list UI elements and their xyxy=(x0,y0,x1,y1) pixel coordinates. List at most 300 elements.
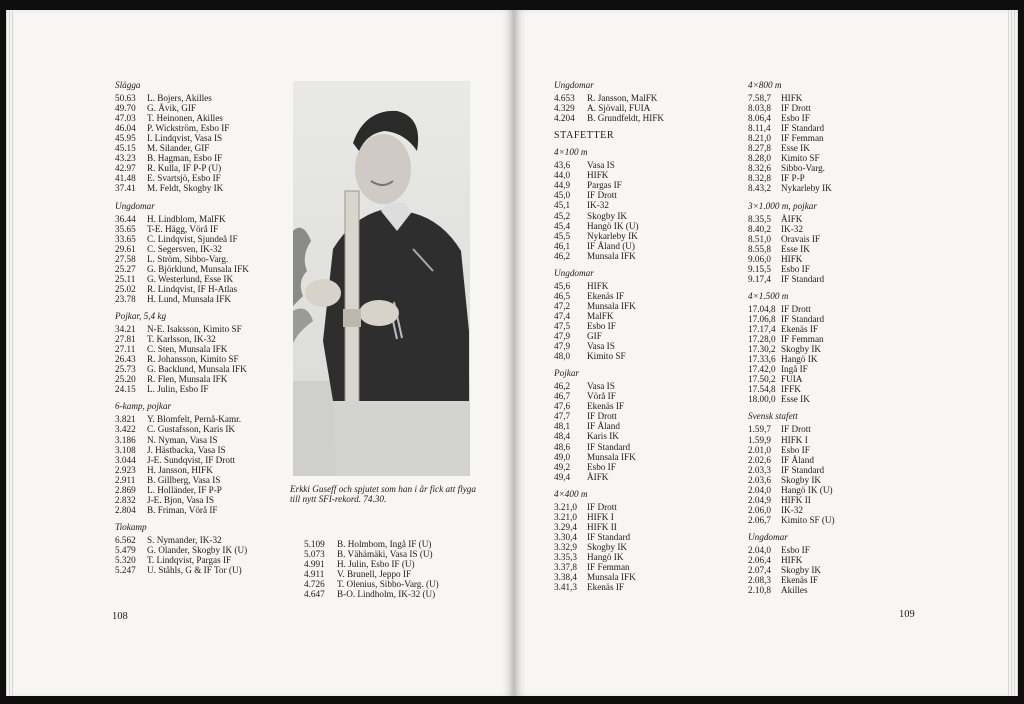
result-value: 49,4 xyxy=(554,471,571,482)
result-value: 27.58 xyxy=(115,253,136,264)
result-name: G. Westerlund, Esse IK xyxy=(147,273,234,284)
result-name: M. Feldt, Skogby IK xyxy=(147,183,224,194)
result-name: B. Hagman, Esbo IF xyxy=(147,153,223,164)
result-name: Munsala IFK xyxy=(587,300,636,311)
result-value: 17.17,4 xyxy=(748,324,776,335)
result-name: HIFK I xyxy=(587,511,614,522)
result-value: 3.41,3 xyxy=(554,582,577,593)
result-row xyxy=(748,304,918,314)
result-row xyxy=(554,221,724,231)
result-value: 37.41 xyxy=(115,183,136,194)
result-value: 3.30,4 xyxy=(554,531,577,542)
result-value: 17.54,8 xyxy=(748,384,776,395)
section-heading: Ungdomar xyxy=(115,200,155,211)
result-value: 47,9 xyxy=(554,341,571,352)
result-row xyxy=(748,505,918,515)
result-name: Ekenäs IF xyxy=(781,575,818,586)
result-name: P. Wickström, Esbo IF xyxy=(147,123,230,134)
result-row xyxy=(554,411,724,421)
result-name: MalFK xyxy=(587,310,614,321)
result-value: 27.81 xyxy=(115,334,136,345)
result-value: 27.11 xyxy=(115,344,136,355)
result-value: 5.109 xyxy=(304,539,325,549)
result-row xyxy=(748,274,918,284)
result-row xyxy=(115,224,285,234)
result-value: 35.65 xyxy=(115,223,136,234)
result-row xyxy=(554,562,724,572)
result-name: C. Lindqvist, Sjundeå IF xyxy=(147,233,238,244)
result-row xyxy=(115,264,285,274)
result-value: 49.70 xyxy=(115,103,136,114)
result-name: T. Lindqvist, Pargas IF xyxy=(147,555,232,566)
result-value: 2.804 xyxy=(115,504,136,515)
result-value: 25.20 xyxy=(115,374,136,385)
page-number-right: 109 xyxy=(899,609,915,620)
result-row xyxy=(748,173,918,183)
result-row xyxy=(554,351,724,361)
result-value: 17.30,2 xyxy=(748,344,776,355)
result-value: 26.43 xyxy=(115,354,136,365)
result-row xyxy=(115,495,285,505)
result-row xyxy=(748,475,918,485)
result-name: Hangö IK xyxy=(781,354,818,365)
result-name: Esbo IF xyxy=(781,444,810,455)
result-name: HIFK xyxy=(781,253,803,264)
result-name: R. Flen, Munsala IFK xyxy=(147,374,228,385)
result-value: 8.21,0 xyxy=(748,133,771,144)
result-name: GIF xyxy=(587,331,602,342)
athlete-photo xyxy=(293,81,470,476)
section-heading: Ungdomar xyxy=(748,531,788,542)
result-row xyxy=(554,512,724,522)
result-row xyxy=(554,532,724,542)
result-name: L. Julin, Esbo IF xyxy=(147,384,209,395)
section-heading: 3×1.000 m, pojkar xyxy=(748,200,817,211)
result-row xyxy=(115,475,285,485)
result-row xyxy=(554,211,724,221)
result-row xyxy=(554,442,724,452)
result-row xyxy=(115,545,285,555)
result-name: HIFK xyxy=(781,555,803,566)
result-row xyxy=(115,555,285,565)
result-row xyxy=(115,334,285,344)
result-name: Esse IK xyxy=(781,143,810,154)
result-row xyxy=(748,153,918,163)
result-value: 4.204 xyxy=(554,113,575,124)
results-list xyxy=(748,424,918,524)
right-column-2 xyxy=(748,80,918,595)
section-heading: Pojkar, 5,4 kg xyxy=(115,310,167,321)
result-name: G. Björklund, Munsala IFK xyxy=(147,263,249,274)
result-value: 7.58,7 xyxy=(748,93,771,104)
result-row xyxy=(554,241,724,251)
result-row xyxy=(748,183,918,193)
result-name: C. Sten, Munsala IFK xyxy=(147,344,228,355)
result-name: Skogby IK xyxy=(587,210,628,221)
result-name: Munsala IFK xyxy=(587,451,636,462)
result-row xyxy=(554,341,724,351)
result-row xyxy=(115,384,285,394)
result-value: 48,0 xyxy=(554,351,571,362)
result-value: 5.073 xyxy=(304,549,325,560)
result-row xyxy=(554,311,724,321)
result-row xyxy=(554,331,724,341)
result-value: 42.97 xyxy=(115,163,136,174)
result-name: L. Bojers, Akilles xyxy=(147,93,212,104)
result-row xyxy=(554,321,724,331)
result-name: Esse IK xyxy=(781,243,810,254)
result-name: IF Drott xyxy=(781,103,811,114)
result-name: G. Olander, Skogby IK (U) xyxy=(147,544,248,555)
result-value: 3.35,3 xyxy=(554,551,577,562)
result-row xyxy=(554,381,724,391)
result-value: 2.08,3 xyxy=(748,575,771,586)
result-row xyxy=(748,254,918,264)
result-value: 43.23 xyxy=(115,153,136,164)
result-row xyxy=(554,231,724,241)
result-value: 25.73 xyxy=(115,364,136,375)
result-name: B. Gillberg, Vasa IS xyxy=(147,474,221,485)
result-row xyxy=(748,244,918,254)
result-row xyxy=(748,133,918,143)
result-row xyxy=(554,190,724,200)
result-value: 2.03,6 xyxy=(748,474,771,485)
result-value: 18.00,0 xyxy=(748,394,776,405)
result-value: 3.821 xyxy=(115,414,136,425)
result-row xyxy=(748,224,918,234)
result-name: IF Standard xyxy=(781,464,825,475)
result-value: 3.32,9 xyxy=(554,541,577,552)
result-row xyxy=(748,143,918,153)
results-list xyxy=(748,304,918,404)
results-list xyxy=(115,93,285,193)
result-row xyxy=(748,485,918,495)
result-row xyxy=(115,565,285,575)
result-value: 46,1 xyxy=(554,240,571,251)
result-value: 8.28,0 xyxy=(748,153,771,164)
results-list xyxy=(115,414,285,514)
result-value: 46,2 xyxy=(554,381,571,392)
result-name: ÅIFK xyxy=(587,471,609,482)
result-name: Oravais IF xyxy=(781,233,821,244)
result-name: IK-32 xyxy=(781,504,803,515)
result-row xyxy=(748,545,918,555)
result-name: IF Drott xyxy=(781,424,811,435)
result-value: 25.11 xyxy=(115,273,136,284)
result-row xyxy=(554,93,724,103)
result-row xyxy=(554,582,724,592)
result-value: 3.29,4 xyxy=(554,521,577,532)
result-value: 23.78 xyxy=(115,293,136,304)
result-name: G. Åvik, GIF xyxy=(147,103,197,114)
result-name: Skogby IK xyxy=(587,541,628,552)
result-name: IK-32 xyxy=(587,200,609,211)
result-name: B. Grundfeldt, HIFK xyxy=(587,113,665,124)
left-page xyxy=(14,10,514,696)
section-heading: 4×1.500 m xyxy=(748,290,789,301)
result-row xyxy=(115,284,285,294)
result-name: IF P-P xyxy=(781,173,805,184)
result-name: R. Johansson, Kimito SF xyxy=(147,354,239,365)
result-row xyxy=(748,314,918,324)
result-value: 45,5 xyxy=(554,230,571,241)
result-value: 2.01,0 xyxy=(748,444,771,455)
result-value: 4.647 xyxy=(304,589,325,600)
section-heading: 4×100 m xyxy=(554,147,588,158)
result-row xyxy=(115,445,285,455)
result-value: 3.21,0 xyxy=(554,501,577,512)
result-row xyxy=(748,394,918,404)
result-value: 8.27,8 xyxy=(748,143,771,154)
result-row xyxy=(115,153,285,163)
results-list xyxy=(554,281,724,361)
result-name: IF Standard xyxy=(781,313,825,324)
result-value: 8.03,8 xyxy=(748,103,771,114)
result-name: IF Standard xyxy=(781,123,825,134)
result-name: N. Nyman, Vasa IS xyxy=(147,434,218,445)
result-name: Nykarleby IK xyxy=(587,230,638,241)
result-row xyxy=(554,542,724,552)
result-name: R. Lindqvist, IF H-Atlas xyxy=(147,283,238,294)
result-value: 4.726 xyxy=(304,579,325,590)
result-value: 1.59,9 xyxy=(748,434,771,445)
result-row xyxy=(748,354,918,364)
result-name: IF Standard xyxy=(587,531,631,542)
result-value: 3.044 xyxy=(115,454,136,465)
result-value: 45,2 xyxy=(554,210,571,221)
result-name: B. Vähämäki, Vasa IS (U) xyxy=(337,549,433,560)
result-row xyxy=(115,234,285,244)
result-row xyxy=(748,455,918,465)
result-row xyxy=(115,183,285,193)
result-name: J. Hästbacka, Vasa IS xyxy=(147,444,226,455)
result-name: HIFK xyxy=(781,93,803,104)
result-name: T. Karlsson, IK-32 xyxy=(147,334,216,345)
result-name: Y. Blomfelt, Pernå-Kamr. xyxy=(147,414,241,425)
result-name: Esbo IF xyxy=(587,461,616,472)
result-name: IF Drott xyxy=(587,501,617,512)
page-edge-right xyxy=(1008,10,1018,696)
result-row xyxy=(748,585,918,595)
result-name: Ekenäs IF xyxy=(781,324,818,335)
result-value: 2.02,6 xyxy=(748,454,771,465)
result-value: 44,9 xyxy=(554,180,571,191)
result-name: H. Lund, Munsala IFK xyxy=(147,293,231,304)
result-name: L. Ström, Sibbo-Varg. xyxy=(147,253,229,264)
result-value: 8.06,4 xyxy=(748,113,771,124)
left-column-1 xyxy=(115,80,285,575)
result-value: 8.43,2 xyxy=(748,183,771,194)
result-row xyxy=(748,324,918,334)
result-value: 41.48 xyxy=(115,173,136,184)
result-row xyxy=(554,401,724,411)
result-value: 49,2 xyxy=(554,461,571,472)
result-value: 8.32,6 xyxy=(748,163,771,174)
result-row xyxy=(115,414,285,424)
result-row xyxy=(115,505,285,515)
result-row xyxy=(554,291,724,301)
result-row xyxy=(115,113,285,123)
result-value: 46.04 xyxy=(115,123,136,134)
result-value: 45.95 xyxy=(115,133,136,144)
result-row xyxy=(115,133,285,143)
result-row xyxy=(748,445,918,455)
result-row xyxy=(304,579,484,589)
results-list xyxy=(748,214,918,284)
result-name: C. Segersven, IK-32 xyxy=(147,243,223,254)
result-value: 2.04,0 xyxy=(748,544,771,555)
result-row xyxy=(115,143,285,153)
result-name: Munsala IFK xyxy=(587,572,636,583)
result-name: Hangö IK (U) xyxy=(587,220,639,231)
result-row xyxy=(554,462,724,472)
result-value: 4.911 xyxy=(304,569,325,580)
result-row xyxy=(554,160,724,170)
result-row xyxy=(115,274,285,284)
result-row xyxy=(554,103,724,113)
result-row xyxy=(748,163,918,173)
page-edge-left xyxy=(6,10,14,696)
result-value: 5.320 xyxy=(115,555,136,566)
result-name: E. Svartsjö, Esbo IF xyxy=(147,173,221,184)
result-name: I. Lindqvist, Vasa IS xyxy=(147,133,223,144)
result-name: Pargas IF xyxy=(587,180,622,191)
result-row xyxy=(554,281,724,291)
result-name: T. Heinonen, Akilles xyxy=(147,113,223,124)
result-name: Kimito SF (U) xyxy=(781,514,835,525)
result-name: Skogby IK xyxy=(781,344,822,355)
result-name: HIFK II xyxy=(781,494,811,505)
result-value: 1.59,7 xyxy=(748,424,771,435)
result-value: 5.247 xyxy=(115,565,136,576)
section-heading: Ungdomar xyxy=(554,80,594,90)
result-row xyxy=(748,435,918,445)
result-row xyxy=(304,549,484,559)
result-name: Munsala IFK xyxy=(587,250,636,261)
result-row xyxy=(554,180,724,190)
result-name: Esbo IF xyxy=(781,263,810,274)
result-row xyxy=(554,301,724,311)
result-row xyxy=(748,123,918,133)
result-row xyxy=(748,364,918,374)
result-value: 2.07,4 xyxy=(748,565,771,576)
results-list xyxy=(115,324,285,394)
result-name: IF Femman xyxy=(781,133,824,144)
result-name: Kimito SF xyxy=(781,153,820,164)
result-value: 6.562 xyxy=(115,534,136,545)
result-row xyxy=(554,522,724,532)
photo-caption: Erkki Guseff och spjutet som han i år fick att flyga till nytt SFI-rekord. 74.30. xyxy=(290,484,476,505)
result-value: 3.108 xyxy=(115,444,136,455)
result-row xyxy=(115,435,285,445)
result-value: 2.06,0 xyxy=(748,504,771,515)
result-name: Esbo IF xyxy=(781,544,810,555)
result-value: 17.04,8 xyxy=(748,303,776,314)
result-name: T-E. Hägg, Vörå IF xyxy=(147,223,219,234)
result-value: 29.61 xyxy=(115,243,136,254)
section-heading: Ungdomar xyxy=(554,267,594,278)
result-value: 4.329 xyxy=(554,103,575,114)
result-name: Vasa IS xyxy=(587,381,615,392)
result-value: 4.991 xyxy=(304,559,325,570)
result-name: IK-32 xyxy=(781,223,803,234)
result-value: 2.06,4 xyxy=(748,555,771,566)
result-value: 3.21,0 xyxy=(554,511,577,522)
result-name: IF Femman xyxy=(587,562,630,573)
result-row xyxy=(115,244,285,254)
result-name: Vasa IS xyxy=(587,341,615,352)
result-row xyxy=(115,163,285,173)
result-row xyxy=(554,431,724,441)
result-value: 25.02 xyxy=(115,283,136,294)
result-row xyxy=(115,324,285,334)
result-name: Esbo IF xyxy=(587,320,616,331)
result-row xyxy=(748,565,918,575)
result-name: J-E. Bjon, Vasa IS xyxy=(147,494,214,505)
result-row xyxy=(115,455,285,465)
result-value: 34.21 xyxy=(115,324,136,335)
results-list xyxy=(554,93,724,123)
section-heading: Pojkar xyxy=(554,368,580,379)
section-heading: Slägga xyxy=(115,80,141,90)
result-row xyxy=(304,589,484,599)
result-row xyxy=(554,421,724,431)
result-value: 25.27 xyxy=(115,263,136,274)
result-value: 47,7 xyxy=(554,411,571,422)
result-row xyxy=(554,113,724,123)
result-row xyxy=(115,354,285,364)
result-row xyxy=(748,575,918,585)
result-name: Esse IK xyxy=(781,394,810,405)
result-row xyxy=(115,344,285,354)
result-row xyxy=(115,294,285,304)
result-value: 2.06,7 xyxy=(748,514,771,525)
result-name: N-E. Isaksson, Kimito SF xyxy=(147,324,242,335)
result-value: 17.33,6 xyxy=(748,354,776,365)
result-name: L. Holländer, IF P-P xyxy=(147,484,222,495)
result-name: Ekenäs IF xyxy=(587,401,624,412)
result-value: 2.10,8 xyxy=(748,585,771,596)
result-name: FUIA xyxy=(781,374,803,385)
result-value: 8.40,2 xyxy=(748,223,771,234)
result-name: U. Ståhls, G & IF Tor (U) xyxy=(147,565,242,576)
result-name: Akilles xyxy=(781,585,808,596)
result-value: 47.03 xyxy=(115,113,136,124)
result-row xyxy=(748,374,918,384)
result-name: IF Drott xyxy=(587,190,617,201)
result-name: Kimito SF xyxy=(587,351,626,362)
result-value: 43,6 xyxy=(554,160,571,171)
result-name: IF Drott xyxy=(587,411,617,422)
result-name: G. Backlund, Munsala IFK xyxy=(147,364,247,375)
result-row xyxy=(115,123,285,133)
result-name: HIFK I xyxy=(781,434,808,445)
result-value: 48,4 xyxy=(554,431,571,442)
result-name: Hangö IK (U) xyxy=(781,484,833,495)
result-row xyxy=(115,374,285,384)
result-value: 17.28,0 xyxy=(748,334,776,345)
results-list xyxy=(748,545,918,595)
page-number-left: 108 xyxy=(112,611,128,622)
result-value: 9.06,0 xyxy=(748,253,771,264)
results-list xyxy=(748,93,918,193)
result-row xyxy=(115,364,285,374)
result-value: 46,2 xyxy=(554,250,571,261)
photo-icon xyxy=(293,81,470,476)
result-row xyxy=(748,334,918,344)
result-row xyxy=(748,214,918,224)
result-row xyxy=(115,173,285,183)
